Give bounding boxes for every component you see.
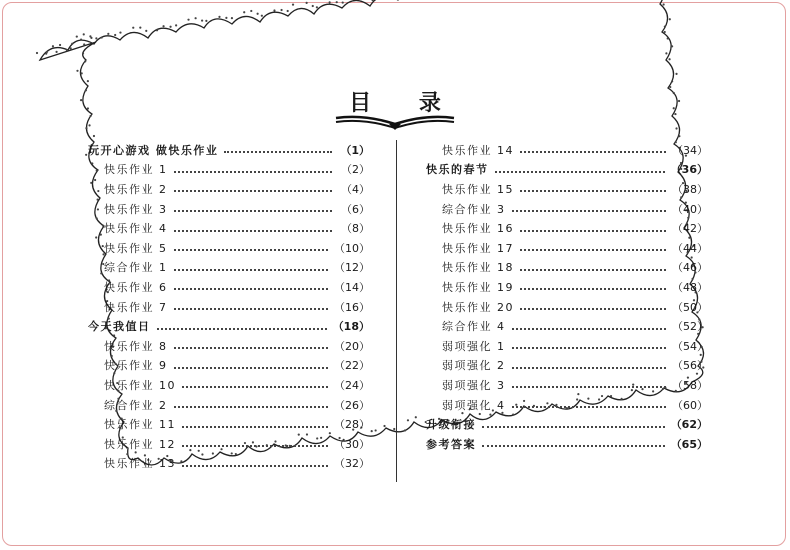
- toc-entry: [88, 434, 370, 454]
- toc-entry-label: 快乐作业 4: [104, 222, 168, 236]
- toc-entry-label: 快乐作业 16: [442, 222, 514, 236]
- toc-entry-page: （26）: [334, 398, 370, 412]
- toc-entry-label: 快乐作业 10: [104, 378, 176, 392]
- dot-leader: [174, 366, 329, 369]
- toc-entry: [426, 277, 708, 297]
- toc-entry-label: 弱项强化 3: [442, 378, 506, 392]
- toc-entry-page: （44）: [672, 241, 708, 255]
- toc-entry: [426, 140, 708, 160]
- toc-entry-label: 快乐作业 3: [104, 202, 168, 216]
- toc-entry-label: 快乐作业 18: [442, 261, 514, 275]
- toc-section-entry: [426, 414, 708, 434]
- toc-entry: [88, 414, 370, 434]
- toc-entry-page: （14）: [334, 280, 370, 294]
- toc-entry-label: 弱项强化 4: [442, 398, 506, 412]
- toc-entry: [426, 336, 708, 356]
- toc-entry-label: 快乐作业 6: [104, 280, 168, 294]
- toc-entry-label: 参考答案: [426, 437, 476, 451]
- toc-entry: [426, 238, 708, 258]
- toc-entry-label: 玩开心游戏 做快乐作业: [88, 143, 219, 157]
- toc-right-column: [426, 140, 708, 454]
- toc-entry-page: （40）: [672, 202, 708, 216]
- toc-entry: [426, 199, 708, 219]
- dot-leader: [520, 189, 666, 192]
- toc-entry-label: 综合作业 1: [104, 261, 168, 275]
- toc-entry: [88, 454, 370, 474]
- toc-entry-page: （30）: [334, 437, 370, 451]
- toc-entry: [88, 218, 370, 238]
- toc-entry: [426, 297, 708, 317]
- toc-entry: [426, 395, 708, 415]
- toc-entry-label: 综合作业 4: [442, 320, 506, 334]
- toc-entry-page: （42）: [672, 222, 708, 236]
- dot-leader: [182, 425, 328, 428]
- dot-leader: [520, 268, 666, 271]
- dot-leader: [512, 327, 667, 330]
- toc-entry-page: （1）: [340, 143, 370, 157]
- toc-entry-page: （20）: [334, 339, 370, 353]
- dot-leader: [520, 307, 666, 310]
- toc-entry-page: （6）: [341, 202, 370, 216]
- dot-leader: [157, 327, 327, 330]
- toc-entry-label: 快乐作业 15: [442, 182, 514, 196]
- toc-entry-page: （38）: [672, 182, 708, 196]
- open-book-icon: [334, 112, 456, 132]
- dot-leader: [174, 209, 333, 212]
- dot-leader: [182, 444, 328, 447]
- toc-entry-label: 综合作业 3: [442, 202, 506, 216]
- toc-entry-label: 快乐作业 7: [104, 300, 168, 314]
- dot-leader: [512, 405, 667, 408]
- toc-entry-label: 升级衔接: [426, 418, 476, 432]
- toc-entry-label: 快乐作业 17: [442, 241, 514, 255]
- toc-entry-page: （36）: [670, 163, 708, 177]
- toc-entry-label: 快乐作业 9: [104, 359, 168, 373]
- toc-entry: [88, 199, 370, 219]
- toc-entry: [88, 277, 370, 297]
- toc-entry-page: （12）: [334, 261, 370, 275]
- toc-left-column: [88, 140, 370, 473]
- toc-entry-page: （22）: [334, 359, 370, 373]
- toc-entry: [88, 395, 370, 415]
- toc-entry-label: 快乐作业 2: [104, 182, 168, 196]
- toc-entry-label: 快乐作业 20: [442, 300, 514, 314]
- toc-entry: [88, 258, 370, 278]
- toc-section-entry: [88, 316, 370, 336]
- toc-entry-page: （2）: [341, 163, 370, 177]
- dot-leader: [482, 444, 665, 447]
- toc-entry-page: （32）: [334, 457, 370, 471]
- toc-entry-page: （62）: [670, 418, 708, 432]
- toc-entry-label: 快乐作业 12: [104, 437, 176, 451]
- dot-leader: [174, 405, 329, 408]
- toc-entry-label: 快乐作业 14: [442, 143, 514, 157]
- toc-entry-page: （18）: [332, 320, 370, 334]
- toc-entry-label: 快乐作业 8: [104, 339, 168, 353]
- toc-entry: [88, 160, 370, 180]
- dot-leader: [512, 366, 667, 369]
- dot-leader: [482, 425, 665, 428]
- column-divider: [396, 140, 397, 482]
- toc-entry: [88, 297, 370, 317]
- dot-leader: [182, 385, 328, 388]
- toc-entry-page: （52）: [672, 320, 708, 334]
- dot-leader: [520, 229, 666, 232]
- toc-entry-label: 综合作业 2: [104, 398, 168, 412]
- dot-leader: [182, 464, 328, 467]
- toc-entry-page: （10）: [334, 241, 370, 255]
- toc-entry-page: （16）: [334, 300, 370, 314]
- page-title: 目 录: [349, 91, 461, 116]
- toc-entry: [88, 179, 370, 199]
- dot-leader: [520, 150, 666, 153]
- toc-section-entry: [426, 160, 708, 180]
- toc-entry: [88, 356, 370, 376]
- toc-entry-page: （54）: [672, 339, 708, 353]
- toc-entry-label: 弱项强化 2: [442, 359, 506, 373]
- toc-entry-page: （34）: [672, 143, 708, 157]
- toc-entry-page: （4）: [341, 182, 370, 196]
- toc-entry-page: （56）: [672, 359, 708, 373]
- dot-leader: [520, 248, 666, 251]
- toc-entry: [426, 356, 708, 376]
- dot-leader: [174, 189, 333, 192]
- dot-leader: [174, 287, 329, 290]
- toc-entry: [88, 336, 370, 356]
- toc-entry-page: （8）: [341, 222, 370, 236]
- dot-leader: [512, 346, 667, 349]
- dot-leader: [174, 229, 333, 232]
- toc-entry: [88, 375, 370, 395]
- dot-leader: [224, 150, 332, 153]
- toc-entry-page: （24）: [334, 378, 370, 392]
- toc-entry-label: 快乐作业 13: [104, 457, 176, 471]
- dot-leader: [520, 287, 666, 290]
- dot-leader: [174, 268, 329, 271]
- toc-entry-page: （65）: [670, 437, 708, 451]
- toc-entry: [88, 238, 370, 258]
- toc-entry-page: （46）: [672, 261, 708, 275]
- dot-leader: [495, 170, 665, 173]
- toc-section-entry: [88, 140, 370, 160]
- dot-leader: [174, 248, 329, 251]
- dot-leader: [174, 307, 329, 310]
- toc-entry-label: 快乐作业 1: [104, 163, 168, 177]
- dot-leader: [512, 385, 667, 388]
- toc-entry-label: 快乐作业 19: [442, 280, 514, 294]
- toc-entry: [426, 316, 708, 336]
- toc-entry-page: （60）: [672, 398, 708, 412]
- toc-entry-label: 弱项强化 1: [442, 339, 506, 353]
- toc-entry: [426, 179, 708, 199]
- toc-section-entry: [426, 434, 708, 454]
- toc-entry-page: （58）: [672, 378, 708, 392]
- toc-entry-page: （50）: [672, 300, 708, 314]
- toc-entry-label: 快乐的春节: [426, 163, 489, 177]
- toc-entry-label: 快乐作业 11: [104, 418, 176, 432]
- dot-leader: [174, 346, 329, 349]
- toc-entry-label: 今天我值日: [88, 320, 151, 334]
- dot-leader: [174, 170, 333, 173]
- toc-entry: [426, 218, 708, 238]
- toc-entry-page: （28）: [334, 418, 370, 432]
- toc-entry: [426, 258, 708, 278]
- dot-leader: [512, 209, 667, 212]
- toc-entry-page: （48）: [672, 280, 708, 294]
- toc-entry: [426, 375, 708, 395]
- toc-entry-label: 快乐作业 5: [104, 241, 168, 255]
